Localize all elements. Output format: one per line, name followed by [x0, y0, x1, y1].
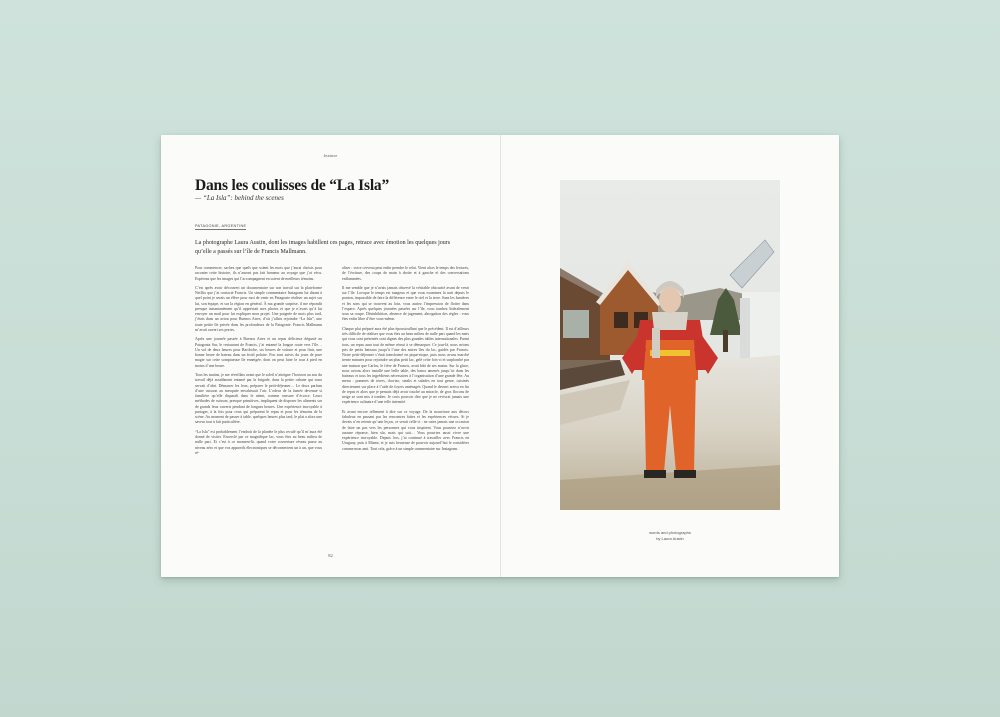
paragraph: C’est après avoir découvert un documentaire sur son travail sur la plateforme Netflix que j’ai contacté Francis. Un simple commentaire Instagram lui disant à quel point je serais un élève pour moi de venir en Patagonie réaliser un sujet sur lui, son équipe, et sur la région en général. À ma grande surprise, il me répondit presque instantanément qu’il appréciait mes photos et que je n’avais qu’à lui envoyer un mail pour lui expliquer mon projet. Une poignée de mois plus tard, j’étais dans un avion pour Buenos Aires, d’où j’allais rejoindre “La Isla”, une toute petite île privée dans les profondeurs de la Patagonie. Francis Mallmann m’avait ouvert ses portes. — [195, 285, 322, 332]
paragraph: “La Isla” est probablement l’endroit de la planète le plus reculé qu’il m’aura été donné de visiter. Encerclé par ce magnifique lac, vous êtes au beau milieu de nulle part. Et c’est à ce moment-là, quand votre couverture réseau passe au niveau zéro et que vos appareils électroniques se déconnectent un à un, que vous ré- — [195, 429, 322, 455]
magazine-spread — [161, 135, 839, 577]
page-number: 82 — [328, 553, 333, 558]
portrait-photo — [560, 180, 780, 510]
section-label: feature — [323, 153, 338, 158]
paragraph: Chaque plat préparé aura été plus époustouflant que le précédent. Il est d’ailleurs très difficile de réaliser que vous êtes au beau milieu de nulle part quand les mets qui vous sont présentés sont dignes des plus grandes tables internationales. Parmi tous, un repas aura tout de même réussi à se démarquer. Ce jour-là, nous avions pris de petits bateaux jusqu’à l’une des autres îles du lac, guidés par Francis. Notre petit-déjeuner s’était transformé en pique-nique, puis nous avons marché trente minutes pour rejoindre un plus petit lac, gelé cette fois-ci et surplombé par une maison que Carlos, le frère de Francis, avait bâti de ses mains. Sur la glace, nous avions alors installé une belle table, des bancs amenés jusqu’ici dans les bateaux et tous les ingrédients nécessaires à l’organisation d’une grande fête. Au menu : pommes de terres, chorizo, steaks et salades en tout genre, cuisinés directement sur place à l’aide de foyers aménagés. Quand le dessert arriva en fin de repas et alors que je pensais déjà avoir touché au miracle, de gros flocons de neige se sont mis à tomber. Je crois pouvoir dire que je ne revivrai jamais une expérience culinaire d’une telle intensité. — [342, 326, 469, 405]
left-page — [161, 135, 500, 577]
photo-caption — [560, 530, 780, 541]
paragraph: Tous les matins, je me réveillais avant que le soleil n’atteigne l’horizon au son du travail déjà assidûment entamé par la brigade, dans la petite cabane qui nous servait d’abri. Démarrer les feux, préparer le petit-déjeuner… Le doux parfum d’une cuisson au mesquite envahissait l’air. L’odeur de la fumée devenue si familière qu’elle disparaît dans le néant, comme censure d’écorce. Leurs méthodes de cuisson, presque primitives, impliquent de disposer les aliments sur de grands feux ouverts pendant de longues heures. Une expérience incroyable à partager, à la fois pour ceux qui préparent le repas et pour les témoins de la scène. Au moment de passer à table, quelques heures plus tard, le plat a alors une saveur tout à fait particulière. — [195, 373, 322, 425]
location-tag: PATAGONIE, ARGENTINE — [195, 224, 247, 228]
right-page — [501, 135, 839, 577]
paragraph: Pour commencer, sachez que quels que soient les mots que j’aurai choisis pour raconter cette histoire, ils n’auront pas fait honneur au voyage que j’ai vécu. Espérons que les images qui l’accompagnent en soient de meilleurs témoins. — [195, 266, 322, 281]
body-column-1 — [195, 266, 322, 460]
paragraph: Il me semble que je n’avais jamais observé la véritable obscurité avant de venir sur l’île. Lorsque le temps est nuageux et que vous examinez la nuit depuis le ponton, impossible de faire la différence entre le ciel et la terre. Sans les lumières et les sons qui se trouvent au loin, vous auriez l’impression de flotter dans l’espace. Après quelques journées passées sur l’île, vous tombez littéralement sous sa coupe. Désinhibition, absence de jugement, abrogation des règles : vous êtes enfin libre d’être vous-même. — [342, 285, 469, 322]
paragraph: aliser : votre cerveau peut enfin prendre le relai. Vient alors le temps des lectures, de l’écriture, des coups de main à droite et à gauche et des conversations enflammées. — [342, 266, 469, 281]
caption-line-2: by Laura Austin — [656, 535, 684, 541]
body-column-2 — [342, 266, 469, 456]
article-lede: La photographe Laura Austin, dont les images habillent ces pages, retrace avec émotion les quelques jours qu’elle a passés sur l’île de Francis Mallmann. — [195, 240, 451, 255]
caption-line-1: words and photographs — [649, 530, 691, 535]
article-subtitle: — “La Isla”: behind the scenes — [195, 194, 284, 202]
paragraph: Et avant encore tellement à dire sur ce voyage. De la nourriture aux décors fabuleux en passant par les rencontres faites et les expériences vécues. Si je devais n’en retenir qu’une leçon, ce serait celle-ci : ne ratez jamais une occasion de faire un pas vers les personnes qui vous inspirent. Vous pourriez n’avoir aucune réponse, bien sûr, mais qui sait… Vous pourriez aussi vivre une expérience incroyable. Depuis lors, j’ai continué à travailler avec Francis en Uruguay, puis à Miami, et je suis heureuse de pouvoir aujourd’hui le considérer comme mon ami. Tout cela, grâce à un simple commentaire sur Instagram. — [342, 409, 469, 451]
article-title: Dans les coulisses de “La Isla” — [195, 177, 390, 194]
paragraph: Après une journée passée à Buenos Aires et un repas délicieux dégusté au Patagonia Sur, le restaurant de Francis, j’ai entamé la longue route vers l’île… Un vol de deux heures pour Bariloche, six heures de voiture et pour finir, une bonne heure de bateau dans un froid polaire. Fou sont suivis du jours de pure magie sur cette somptueuse île enneigée, dont on peut faire le tour à pied en moins d’une heure. — [195, 337, 322, 368]
